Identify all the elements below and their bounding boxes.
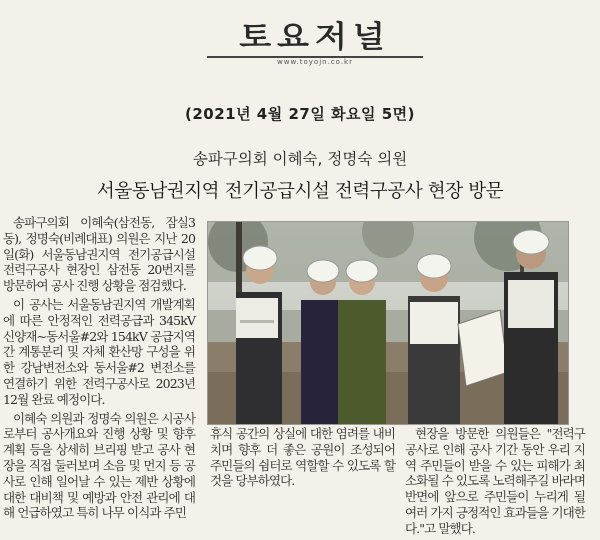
article-column-middle xyxy=(210,426,395,492)
dateline: (2021년 4월 27일 화요일 5면) xyxy=(184,105,416,123)
masthead-url: www.toyojn.co.kr xyxy=(277,58,353,66)
article-photo xyxy=(207,221,569,425)
subhead: 송파구의회 이혜숙, 정명숙 의원 xyxy=(192,150,408,168)
article-column-right xyxy=(405,426,585,540)
headline: 서울동남권지역 전기공급시설 전력구공사 현장 방문 xyxy=(96,181,504,202)
masthead xyxy=(205,18,425,68)
article-paragraph: 이 공사는 서울동남권지역 개발계획에 따른 안정적인 전력공급과 345kV 신양재~동서울#2와 154kV 공급지역간 계통분리 및 자체 환산망 구성을 위한 강남변전소와 동서울#2 변전소를 연결하기 위한 전력구공사로 2023년 12월 완료 예정이다. xyxy=(3,296,195,407)
article-paragraph: 이혜숙 의원과 정명숙 의원은 시공사로부터 공사개요와 진행 상황 및 향후 계획 등을 상세히 브리핑 받고 공사 현장을 직접 둘러보며 소음 및 먼지 등 공사로 인해 일어날 수 있는 제반 상황에 대한 대비책 및 예방과 안전 관리에 대해 언급하였고 특히 나무 이식과 주민 xyxy=(3,410,195,521)
article-column-left xyxy=(3,215,195,524)
masthead-title: 토요저널 xyxy=(239,18,391,55)
article-paragraph: 현장을 방문한 의원들은 "전력구공사로 인해 공사 기간 동안 우리 지역 주민들이 받을 수 있는 피해가 최소화될 수 있도록 노력해주길 바라며 반면에 앞으로 주민들이 누리게 될 여러 가지 긍정적인 효과들을 기대한다."고 말했다. xyxy=(405,426,585,536)
construction-site-photo xyxy=(208,222,568,424)
article-paragraph: 송파구의회 이혜숙(삼전동, 잠실3동), 정명숙(비례대표) 의원은 지난 20일(화) 서울동남권지역 전기공급시설 전력구공사 현장인 삼전동 20번지를 방문하여 공사 진행 상황을 점검했다. xyxy=(3,215,195,294)
article-paragraph: 휴식 공간의 상실에 대한 염려를 내비치며 향후 더 좋은 공원이 조성되어 주민들의 쉼터로 역할할 수 있도록 할 것을 당부하였다. xyxy=(210,426,395,489)
